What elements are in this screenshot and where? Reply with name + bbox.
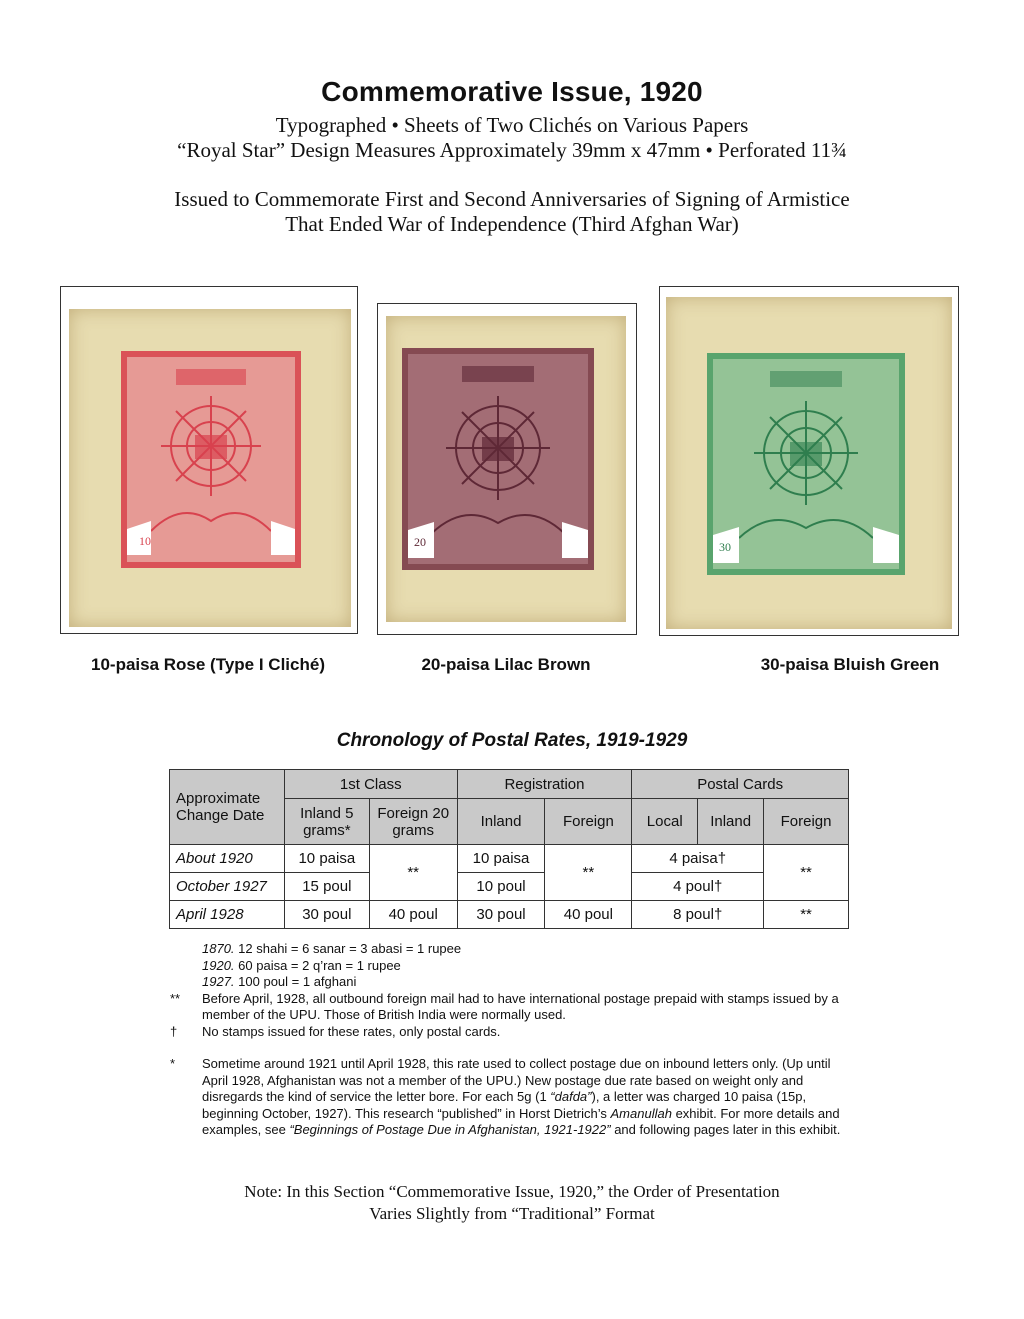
header-fc-foreign: Foreign 20 grams (369, 799, 457, 845)
row-reg-foreign: 40 poul (545, 901, 632, 929)
row-fc-inland: 30 poul (284, 901, 369, 929)
row-date: April 1928 (170, 901, 285, 929)
table-row (170, 901, 849, 929)
stamp-image-30-paisa (707, 353, 905, 575)
table-row (170, 845, 849, 873)
stamp-caption-20-paisa: 20-paisa Lilac Brown (421, 655, 591, 674)
row-reg-inland: 30 poul (457, 901, 545, 929)
header-postal-cards: Postal Cards (632, 770, 849, 799)
chronology-title: Chronology of Postal Rates, 1919-1929 (336, 730, 688, 751)
header-registration: Registration (457, 770, 632, 799)
stamp-frame-20-paisa (377, 303, 637, 635)
row-reg-foreign-merged: ** (545, 845, 632, 901)
header-fc-inland: Inland 5 grams* (284, 799, 369, 845)
row-fc-inland: 10 paisa (284, 845, 369, 873)
subtitle-line-1: Typographed • Sheets of Two Clichés on Various Papers (275, 113, 749, 137)
table-row (170, 873, 849, 901)
row-reg-inland: 10 poul (457, 873, 545, 901)
row-postal-card: 4 poul† (632, 873, 764, 901)
header-pc-local: Local (632, 799, 698, 845)
stamp-caption-30-paisa: 30-paisa Bluish Green (760, 655, 940, 674)
row-pc-foreign-merged: ** (764, 845, 849, 901)
note-star: * Sometime around 1921 until April 1928, this rate used to collect postage due on inbound letters only. (Up until April 1928, Afghanistan was not a member of the UPU.) New postage due rate based on weight only and disregards the kind of service the letter bore. For each 5g (1 “dafda”), a letter was charged 10 paisa (15p, beginning October, 1927). This research “published” in Horst Dietrich’s Amanullah exhibit. For more details and examples, see “Beginnings of Postage Due in Afghanistan, 1921-1922” and following pages later in this exhibit. (170, 1056, 841, 1137)
row-fc-foreign: 40 poul (369, 901, 457, 929)
description-line-1: Issued to Commemorate First and Second Anniversaries of Signing of Armistice (174, 187, 850, 211)
header-reg-inland: Inland (457, 799, 545, 845)
closing-line-1: Note: In this Section “Commemorative Issue, 1920,” the Order of Presentation (244, 1182, 780, 1201)
row-postal-card: 4 paisa† (632, 845, 764, 873)
note-dagger: † No stamps issued for these rates, only postal cards. (170, 1023, 501, 1039)
header-first-class: 1st Class (284, 770, 457, 799)
row-reg-inland: 10 paisa (457, 845, 545, 873)
currency-1920: 1920. 60 paisa = 2 q’ran = 1 rupee (202, 957, 401, 973)
stamp-frame-10-paisa (60, 286, 358, 634)
stamp-value-label: 30 (719, 540, 731, 554)
currency-1870: 1870. 12 shahi = 6 sanar = 3 abasi = 1 rupee (202, 941, 462, 956)
header-pc-inland: Inland (698, 799, 764, 845)
row-postal-card: 8 poul† (632, 901, 764, 929)
currency-1927: 1927. 100 poul = 1 afghani (202, 974, 357, 989)
row-fc-inland: 15 poul (284, 873, 369, 901)
note-double-star: ** Before April, 1928, all outbound foreign mail had to have international postage prepaid with stamps issued by a member of the UPU. Those of British India were normally used. (170, 990, 839, 1022)
stamp-image-20-paisa (402, 348, 594, 570)
subtitle-line-2: “Royal Star” Design Measures Approximately 39mm x 47mm • Perforated 11¾ (177, 138, 847, 162)
header-approx-date: Approximate Change Date (170, 770, 285, 845)
closing-line-2: Varies Slightly from “Traditional” Format (369, 1204, 655, 1223)
row-date: About 1920 (170, 845, 285, 873)
currency-notes (170, 941, 850, 1139)
row-pc-foreign: ** (764, 901, 849, 929)
header-pc-foreign: Foreign (764, 799, 849, 845)
stamp-value-label: 20 (414, 535, 426, 549)
stamp-frame-30-paisa (659, 286, 959, 636)
closing-note (0, 1181, 1024, 1225)
description-line-2: That Ended War of Independence (Third Afghan War) (285, 212, 739, 236)
row-date: October 1927 (170, 873, 285, 901)
header-reg-foreign: Foreign (545, 799, 632, 845)
stamp-image-10-paisa (121, 351, 301, 568)
page-title: Commemorative Issue, 1920 (321, 76, 703, 107)
stamp-value-label: 10 (139, 534, 151, 548)
stamp-caption-10-paisa: 10-paisa Rose (Type I Cliché) (91, 655, 325, 674)
row-fc-foreign-merged: ** (369, 845, 457, 901)
postal-rates-table (169, 769, 849, 929)
